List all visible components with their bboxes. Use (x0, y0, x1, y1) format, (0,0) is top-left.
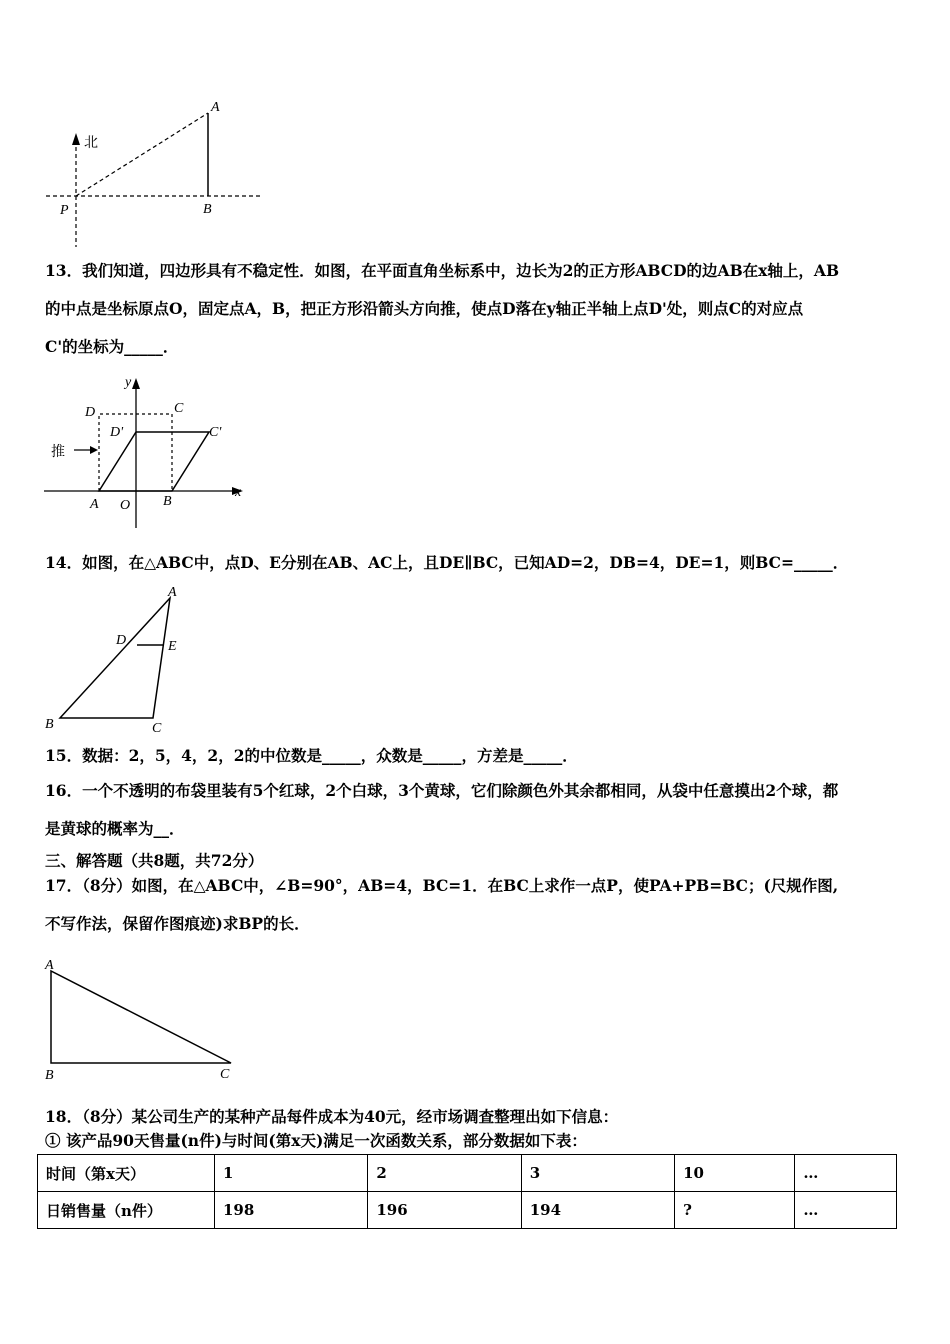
point-a-label: A (168, 585, 177, 600)
figure-right-triangle (40, 952, 245, 1085)
table-row (38, 1192, 897, 1229)
table-cell: 时间（第x天） (38, 1155, 215, 1192)
table-cell: ? (675, 1192, 795, 1229)
section-heading: 三、解答题（共8题，共72分） (45, 851, 264, 870)
q18-text-line2: ① 该产品90天售量(n件)与时间(第x天)满足一次函数关系，部分数据如下表： (45, 1131, 587, 1150)
q17-text-line1: 17．（8分）如图，在△ABC中，∠B=90°，AB=4，BC=1．在BC上求作一点P，使PA+PB=BC；(尺规作图, (45, 876, 839, 895)
table-cell: 2 (368, 1155, 521, 1192)
point-b-label: B (45, 717, 54, 732)
point-b-label: B (163, 494, 172, 509)
north-label: 北 (84, 135, 98, 151)
point-d-label: D (85, 405, 96, 420)
y-axis-label: y (125, 375, 132, 390)
x-axis-label: x (235, 485, 242, 500)
table-cell: 1 (215, 1155, 368, 1192)
sales-data-table (37, 1154, 897, 1229)
point-p-label: P (60, 203, 69, 218)
figure-north-direction (40, 95, 280, 250)
point-b-label: B (45, 1068, 54, 1083)
table-cell: 198 (215, 1192, 368, 1229)
point-a-label: A (90, 497, 99, 512)
q13-text-line2: 的中点是坐标原点O，固定点A，B，把正方形沿箭头方向推，使点D落在y轴正半轴上点D'处，则点C的对应点 (45, 299, 804, 318)
q13-text-line1: 13．我们知道，四边形具有不稳定性．如图，在平面直角坐标系中，边长为2的正方形ABCD的边AB在x轴上，AB (45, 261, 840, 280)
table-cell: … (795, 1155, 897, 1192)
q15-text-line1: 15．数据：2，5，4，2，2的中位数是_____，众数是_____，方差是_____． (45, 746, 578, 765)
figure-coordinate-square (40, 372, 255, 530)
point-b-label: B (203, 202, 212, 217)
point-c-label: C (152, 721, 162, 736)
table-cell: 194 (521, 1192, 674, 1229)
table-cell: 3 (521, 1155, 674, 1192)
q13-text-line3: C'的坐标为_____． (45, 337, 179, 356)
figure-triangle-de-parallel-bc (40, 582, 200, 737)
q16-text-line1: 16．一个不透明的布袋里装有5个红球，2个白球，3个黄球，它们除颜色外其余都相同，从袋中任意摸出2个球，都 (45, 781, 839, 800)
q17-text-line2: 不写作法，保留作图痕迹)求BP的长． (45, 914, 310, 933)
table-cell: 日销售量（n件） (38, 1192, 215, 1229)
point-e-label: E (168, 639, 177, 654)
table-row (38, 1155, 897, 1192)
point-a-label: A (45, 958, 54, 973)
origin-o-label: O (120, 498, 131, 513)
q14-text-line1: 14．如图，在△ABC中，点D、E分别在AB、AC上，且DE∥BC，已知AD=2，DB=4，DE=1，则BC=_____． (45, 553, 849, 572)
q16-text-line2: 是黄球的概率为__． (45, 819, 185, 838)
table-cell: 10 (675, 1155, 795, 1192)
point-c-label: C (220, 1067, 230, 1082)
point-c-prime-label: C' (209, 425, 222, 440)
point-d-label: D (116, 633, 127, 648)
q18-text-line1: 18．（8分）某公司生产的某种产品每件成本为40元，经市场调查整理出如下信息： (45, 1107, 619, 1126)
table-cell: … (795, 1192, 897, 1229)
point-d-prime-label: D' (110, 425, 124, 440)
push-label: 推 (51, 444, 65, 460)
point-a-label: A (211, 100, 220, 115)
point-c-label: C (174, 401, 184, 416)
table-cell: 196 (368, 1192, 521, 1229)
